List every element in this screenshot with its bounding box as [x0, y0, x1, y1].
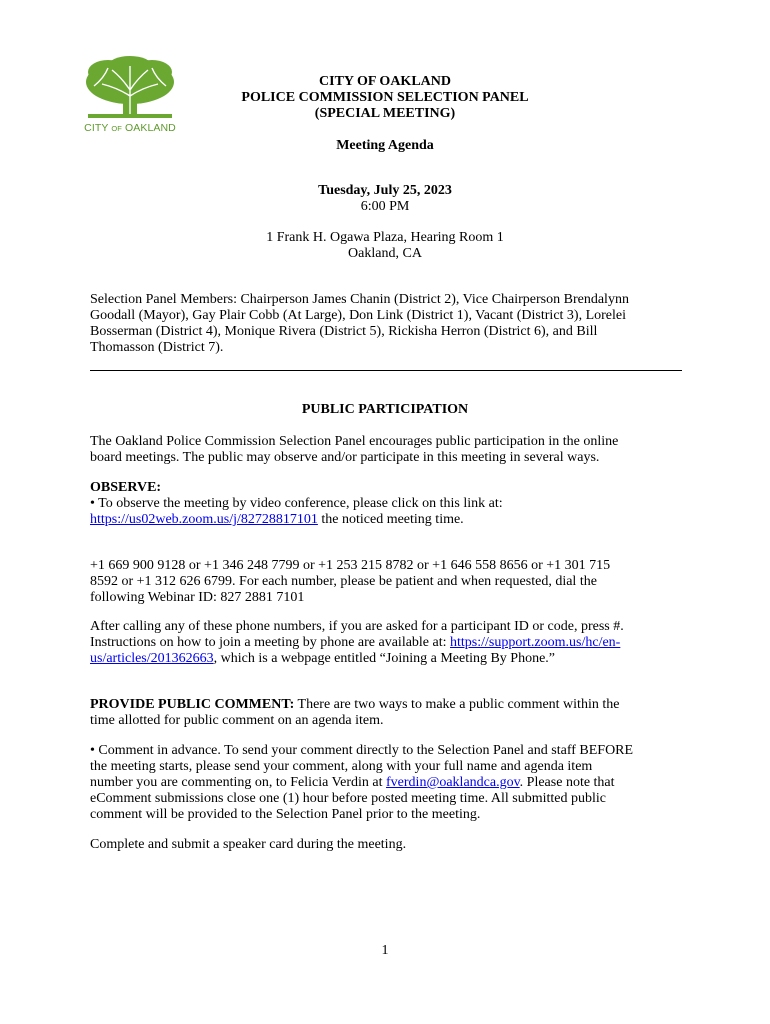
meeting-date: Tuesday, July 25, 2023: [318, 183, 452, 198]
meeting-location-line-2: Oakland, CA: [348, 246, 422, 261]
header-line-2: POLICE COMMISSION SELECTION PANEL: [241, 90, 529, 105]
advance-line-2: the meeting starts, please send your comment, along with your full name and agenda item: [90, 759, 593, 774]
instructions-line-2-pre: Instructions on how to join a meeting by phone are available at:: [90, 635, 451, 650]
phone-numbers: [90, 558, 690, 606]
advance-line-4: eComment submissions close one (1) hour before posted meeting time. All submitted public: [90, 791, 606, 806]
panel-members: [90, 292, 690, 356]
zoom-support-link-part-2[interactable]: us/articles/201362663: [90, 651, 214, 666]
observe-line-2-rest: the noticed meeting time.: [317, 512, 464, 527]
public-participation-intro: [90, 434, 690, 466]
phone-instructions: [90, 619, 690, 667]
observe-line-2: [90, 512, 690, 528]
comment-line-2: time allotted for public comment on an agenda item.: [90, 713, 384, 728]
intro-line-1: The Oakland Police Commission Selection Panel encourages public participation in the online: [90, 434, 619, 449]
advance-line-1: • Comment in advance. To send your comment directly to the Selection Panel and staff BEFORE: [90, 743, 634, 758]
observe-heading: OBSERVE:: [90, 480, 162, 495]
zoom-support-link-part-1[interactable]: https://support.zoom.us/hc/en-: [450, 635, 621, 650]
phone-line-3: following Webinar ID: 827 2881 7101: [90, 590, 305, 605]
instructions-line-2: [90, 635, 690, 651]
logo-text-of: OF: [111, 124, 122, 133]
meeting-agenda-title: Meeting Agenda: [336, 138, 434, 153]
page-number: 1: [381, 943, 389, 958]
header-line-1: CITY OF OAKLAND: [319, 74, 451, 89]
comment-line-1: [90, 697, 690, 713]
advance-line-3-pre: number you are commenting on, to Felicia Verdin at: [90, 775, 387, 790]
meeting-location-line-1: 1 Frank H. Ogawa Plaza, Hearing Room 1: [266, 230, 504, 245]
phone-line-2: 8592 or +1 312 626 6799. For each number, please be patient and when requested, dial the: [90, 574, 597, 589]
intro-line-2: board meetings. The public may observe and/or participate in this meeting in several ways.: [90, 450, 600, 465]
phone-line-1: +1 669 900 9128 or +1 346 248 7799 or +1 253 215 8782 or +1 646 558 8656 or +1 301 715: [90, 558, 611, 573]
advance-line-3: [90, 775, 690, 791]
observe-section: [90, 480, 690, 528]
email-link[interactable]: fverdin@oaklandca.gov: [386, 775, 520, 790]
logo-text-oakland: OAKLAND: [124, 122, 176, 134]
members-line-2: Goodall (Mayor), Gay Plair Cobb (At Large), Don Link (District 1), Vacant (District 3), Lorelei: [90, 308, 627, 323]
comment-line-1-rest: There are two ways to make a public comment within the: [294, 697, 620, 712]
logo-text-city: CITY: [84, 122, 109, 134]
advance-line-5: comment will be provided to the Selection Panel prior to the meeting.: [90, 807, 481, 822]
members-line-1: Selection Panel Members: Chairperson James Chanin (District 2), Vice Chairperson Brendalynn: [90, 292, 629, 307]
instructions-line-3: [90, 651, 690, 667]
public-comment-heading: PROVIDE PUBLIC COMMENT:: [90, 697, 295, 712]
comment-in-advance: [90, 743, 690, 823]
instructions-line-3-rest: , which is a webpage entitled “Joining a Meeting By Phone.”: [213, 651, 556, 666]
members-line-3: Bosserman (District 4), Monique Rivera (District 5), Rickisha Herron (District 6), and Bill: [90, 324, 598, 339]
logo-wordmark: [78, 122, 182, 134]
observe-line-1: • To observe the meeting by video conference, please click on this link at:: [90, 496, 503, 511]
public-participation-heading: PUBLIC PARTICIPATION: [301, 402, 469, 417]
instructions-line-1: After calling any of these phone numbers, if you are asked for a participant ID or code, press #.: [90, 619, 624, 634]
public-comment-section: [90, 697, 690, 729]
zoom-meeting-link[interactable]: https://us02web.zoom.us/j/82728817101: [90, 512, 318, 527]
speaker-card-note: Complete and submit a speaker card during the meeting.: [90, 837, 407, 852]
section-divider: [90, 370, 682, 371]
advance-line-3-rest: . Please note that: [519, 775, 615, 790]
meeting-time: 6:00 PM: [360, 199, 410, 214]
header-line-3: (SPECIAL MEETING): [314, 106, 456, 121]
members-line-4: Thomasson (District 7).: [90, 340, 224, 355]
